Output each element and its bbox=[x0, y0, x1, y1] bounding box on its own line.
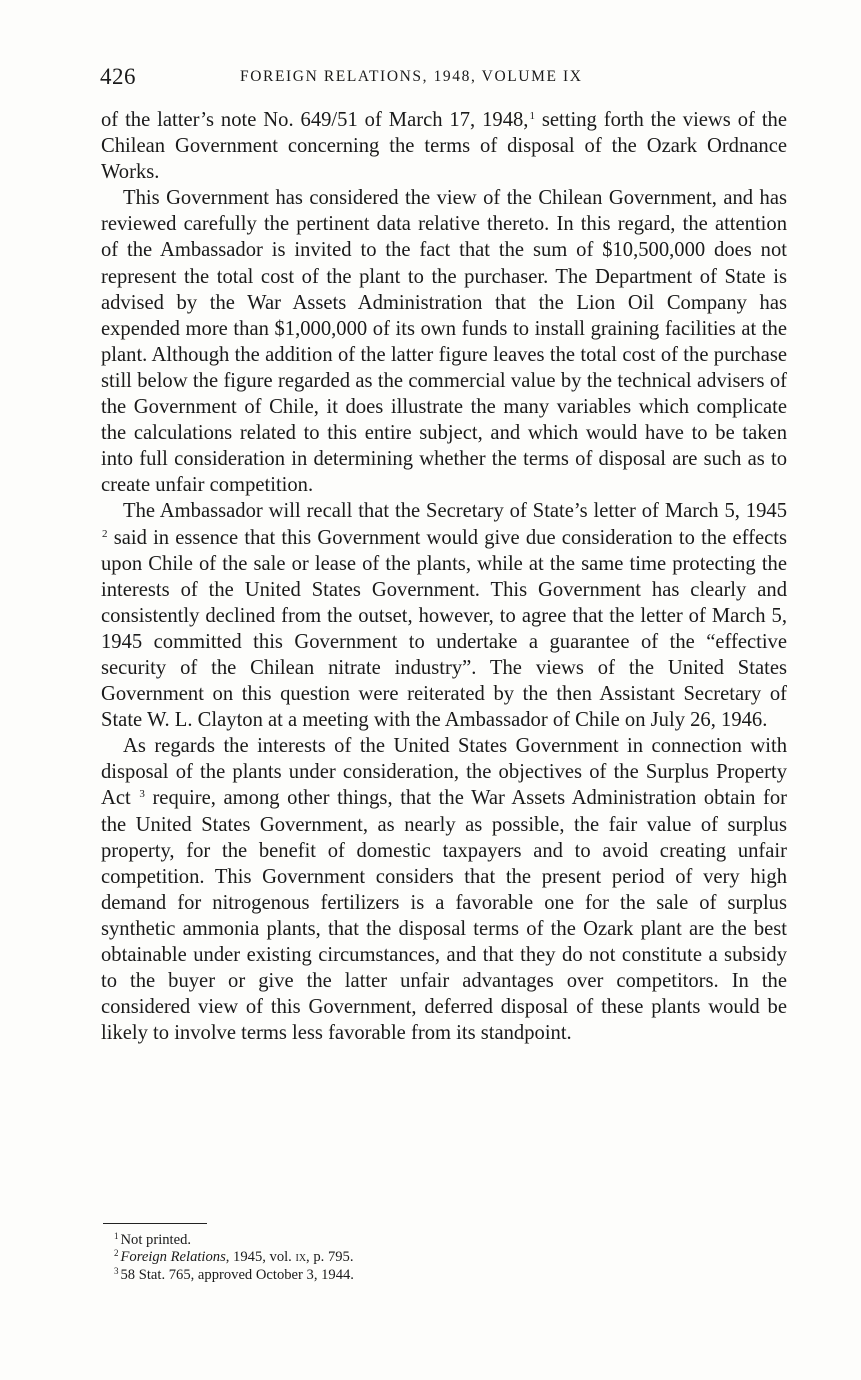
text-segment: setting forth the views of the Chilean Government concerning the terms of disposal of the Ozark Ordnance Works. bbox=[101, 109, 787, 184]
text-segment: require, among other things, that the War Assets Administration obtain for the United States Government, as nearly as possible, the fair value of surplus property, for the benefit of domestic taxpayers and to avoid creating unfair competition. This Government considers that the present period of very high demand for nitrogenous fertilizers is a favorable one for the sale of surplus synthetic ammonia plants, that the disposal terms of the Ozark plant are the best obtainable under existing circumstances, and that they do not constitute a subsidy to the buyer or give the latter unfair advantages over competitors. In the considered view of this Government, deferred disposal of these plants would be likely to involve terms less favorable from its standpoint. bbox=[101, 787, 787, 1045]
footnote-divider bbox=[103, 1223, 207, 1224]
footnote-reference: 3 bbox=[139, 788, 145, 801]
footnote-mark: 1 bbox=[114, 1231, 119, 1241]
footnote-reference: 2 bbox=[102, 527, 108, 540]
paragraph bbox=[101, 733, 787, 1046]
text-segment: , p. 795. bbox=[306, 1249, 354, 1266]
footnote bbox=[114, 1267, 794, 1284]
text-segment: The Ambassador will recall that the Secretary of State’s letter of March 5, 1945 bbox=[123, 500, 787, 523]
text-segment: As regards the interests of the United States Government in connection with disposal of the plants under consideration, the objectives of the Surplus Property Act bbox=[101, 735, 787, 810]
body-text bbox=[101, 107, 787, 1046]
page-number: 426 bbox=[100, 64, 136, 89]
footnotes bbox=[114, 1232, 794, 1284]
text-segment: said in essence that this Government would give due consideration to the effects upon Chile of the sale or lease of the plants, while at the same time protecting the interests of the United States Government. This Government has clearly and consistently declined from the outset, however, to agree that the letter of March 5, 1945 committed this Government to undertake a guarantee of the “effective security of the Chilean nitrate industry”. The views of the United States Government on this question were reiterated by the then Assistant Secretary of State W. L. Clayton at a meeting with the Ambassador of Chile on July 26, 1946. bbox=[101, 526, 787, 732]
footnote bbox=[114, 1232, 794, 1249]
text-segment: ix bbox=[295, 1249, 307, 1266]
page-header bbox=[100, 64, 790, 94]
text-segment: 58 Stat. 765, approved October 3, 1944. bbox=[120, 1266, 354, 1283]
text-segment: This Government has considered the view of the Chilean Government, and has reviewed carefully the pertinent data relative thereto. In this regard, the attention of the Ambassador is invited to the fact that the sum of $10,500,000 does not represent the total cost of the plant to the purchaser. The Department of State is advised by the War Assets Administration that the Lion Oil Company has expended more than $1,000,000 of its own funds to install graining facilities at the plant. Although the addition of the latter figure leaves the total cost of the purchase still below the figure regarded as the commercial value by the technical advisers of the Government of Chile, it does illustrate the many variables which complicate the calculations related to this entire subject, and which would have to be taken into full consideration in determining whether the terms of disposal are such as to create unfair competition. bbox=[101, 187, 787, 497]
text-segment: of the latter’s note No. 649/51 of March 17, 1948, bbox=[101, 109, 529, 131]
paragraph bbox=[101, 185, 787, 498]
text-segment-italic: Foreign Relations bbox=[120, 1249, 226, 1266]
footnote-reference: 1 bbox=[529, 110, 535, 122]
running-head: FOREIGN RELATIONS, 1948, VOLUME IX bbox=[240, 68, 583, 85]
footnote-mark: 3 bbox=[114, 1265, 119, 1276]
paragraph bbox=[101, 498, 787, 733]
footnote-mark: 2 bbox=[114, 1248, 119, 1259]
paragraph bbox=[101, 107, 787, 185]
text-segment: Not printed. bbox=[120, 1232, 192, 1248]
footnote bbox=[114, 1249, 794, 1266]
text-segment: , 1945, vol. bbox=[225, 1249, 296, 1266]
